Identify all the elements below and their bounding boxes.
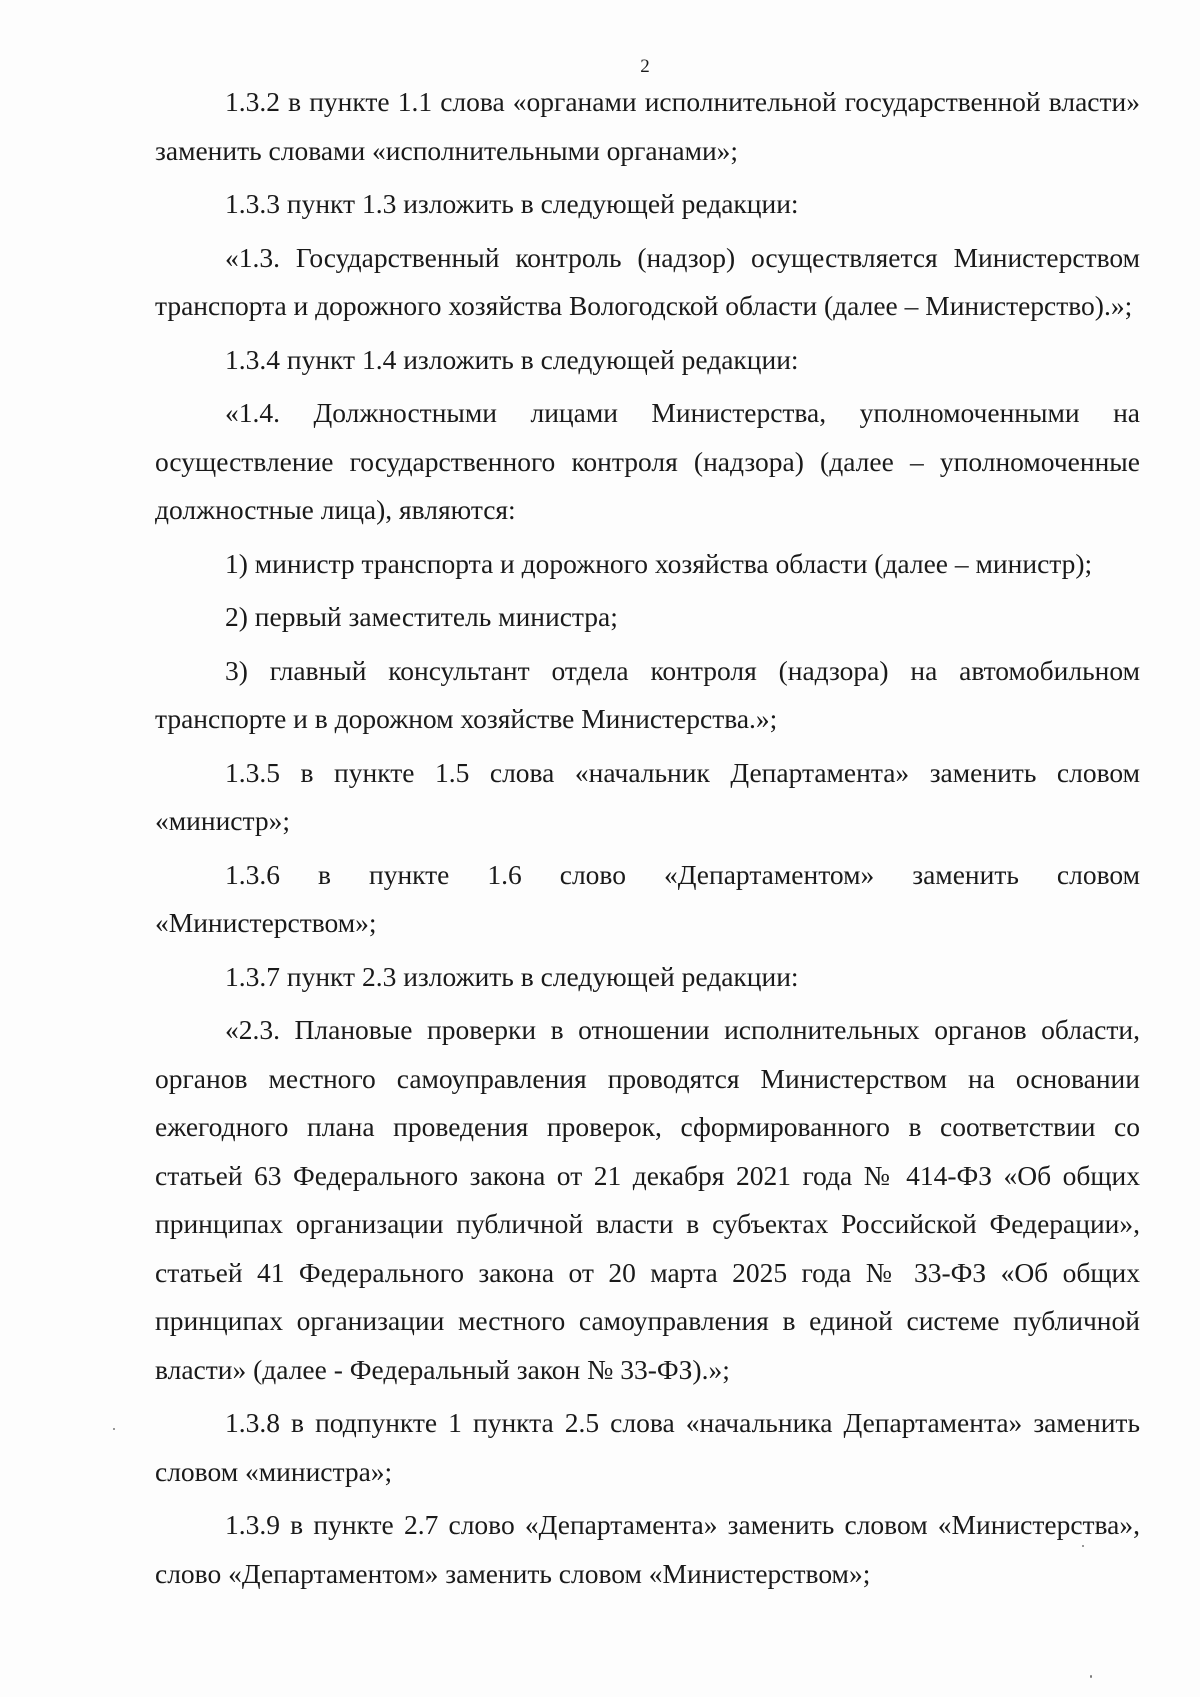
paragraph-quote-1-4: «1.4. Должностными лицами Министерства, уполномоченными на осуществление государственного контроля (надзора) (далее – уполномоченные должностные лица), являются: — [155, 397, 1140, 525]
paragraph-1-3-5: 1.3.5 в пункте 1.5 слова «начальник Департамента» заменить словом «министр»; — [155, 756, 1140, 836]
list-item-2: 2) первый заместитель министра; — [225, 601, 618, 632]
page-number: 2 — [640, 56, 650, 77]
paragraph-1-3-4: 1.3.4 пункт 1.4 изложить в следующей редакции: — [225, 343, 799, 375]
paragraph-quote-1-3: «1.3. Государственный контроль (надзор) осуществляется Министерством транспорта и дорожного хозяйства Вологодской области (далее – Министерство).»; — [155, 241, 1140, 321]
paragraph-1-3-2: 1.3.2 в пункте 1.1 слова «органами исполнительной государственной власти» заменить словами «исполнительными органами»; — [155, 86, 1140, 166]
scan-speck — [1082, 1545, 1084, 1547]
paragraph-1-3-6: 1.3.6 в пункте 1.6 слово «Департаментом» заменить словом «Министерством»; — [155, 858, 1140, 938]
paragraph-quote-2-3: «2.3. Плановые проверки в отношении исполнительных органов области, органов местного самоуправления проводятся Министерством на основании ежегодного плана проведения проверок, сформированного в соответствии со статьей 63 Федерального закона от 21 декабря 2021 года № 414-ФЗ «Об общих принципах организации публичной власти в субъектах Российской Федерации», статьей 41 Федерального закона от 20 марта 2025 года № 33-ФЗ «Об общих принципах организации местного самоуправления в единой системе публичной власти» (далее - Федеральный закон № 33-ФЗ).»; — [155, 1014, 1140, 1385]
list-item-3: 3) главный консультант отдела контроля (надзора) на автомобильном транспорте и в дорожном хозяйстве Министерства.»; — [155, 654, 1140, 734]
list-item-1: 1) министр транспорта и дорожного хозяйства области (далее – министр); — [225, 547, 1093, 579]
paragraph-1-3-8: 1.3.8 в подпункте 1 пункта 2.5 слова «начальника Департамента» заменить словом «министра»; — [155, 1407, 1140, 1487]
scan-speck — [1090, 1675, 1092, 1678]
paragraph-1-3-9: 1.3.9 в пункте 2.7 слово «Департамента» заменить словом «Министерства», слово «Департаментом» заменить словом «Министерством»; — [155, 1509, 1140, 1589]
scan-speck — [113, 1428, 115, 1430]
paragraph-1-3-7: 1.3.7 пункт 2.3 изложить в следующей редакции: — [225, 960, 799, 992]
paragraph-1-3-3: 1.3.3 пункт 1.3 изложить в следующей редакции: — [225, 188, 799, 219]
document-body — [155, 78, 1140, 1603]
